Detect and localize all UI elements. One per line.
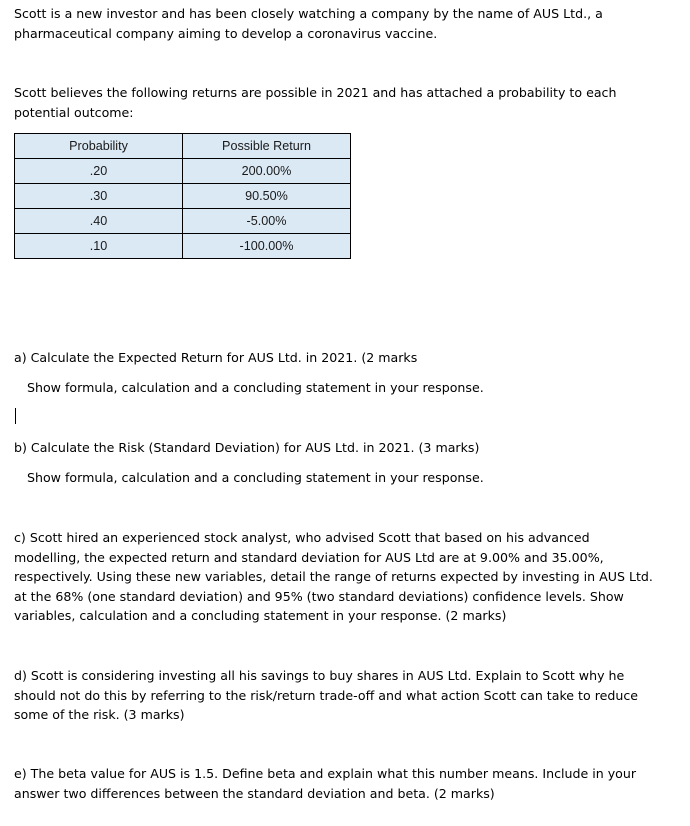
- probability-cell: .40: [15, 209, 183, 234]
- question-a: a) Calculate the Expected Return for AUS Ltd. in 2021. (2 marks: [14, 350, 418, 365]
- question-c: c) Scott hired an experienced stock analyst, who advised Scott that based on his advanced modelling, the expected return and standard deviation for AUS Ltd are at 9.00% and 35.00%, respectively. Using these new variables, detail the range of returns expected by investing in AUS Ltd. at the 68% (one standard deviation) and 95% (two standard deviations) confidence levels. Show variables, calculation and a concluding statement in your response. (2 marks): [14, 530, 653, 623]
- table-row: [15, 184, 351, 209]
- belief-paragraph: Scott believes the following returns are possible in 2021 and has attached a probability to each potential outcome:: [14, 85, 617, 120]
- question-a-instruction: Show formula, calculation and a concluding statement in your response.: [27, 380, 484, 395]
- text-cursor[interactable]: [15, 408, 16, 424]
- table-row: [15, 209, 351, 234]
- return-cell: 90.50%: [183, 184, 351, 209]
- question-d: d) Scott is considering investing all his savings to buy shares in AUS Ltd. Explain to Scott why he should not do this by referring to the risk/return trade-off and what action Scott can take to reduce some of the risk. (3 marks): [14, 668, 638, 722]
- header-possible-return: Possible Return: [183, 134, 351, 159]
- question-b-instruction: Show formula, calculation and a concluding statement in your response.: [27, 470, 484, 485]
- return-cell: 200.00%: [183, 159, 351, 184]
- intro-paragraph: Scott is a new investor and has been closely watching a company by the name of AUS Ltd., a pharmaceutical company aiming to develop a coronavirus vaccine.: [14, 6, 603, 41]
- probability-cell: .20: [15, 159, 183, 184]
- question-b: b) Calculate the Risk (Standard Deviation) for AUS Ltd. in 2021. (3 marks): [14, 440, 480, 455]
- question-e: e) The beta value for AUS is 1.5. Define beta and explain what this number means. Include in your answer two differences between the standard deviation and beta. (2 marks): [14, 766, 637, 801]
- header-probability: Probability: [15, 134, 183, 159]
- probability-cell: .30: [15, 184, 183, 209]
- table-row: [15, 159, 351, 184]
- table-row: [15, 234, 351, 259]
- table-header-row: [15, 134, 351, 159]
- return-cell: -5.00%: [183, 209, 351, 234]
- probability-cell: .10: [15, 234, 183, 259]
- returns-table: [14, 133, 351, 259]
- return-cell: -100.00%: [183, 234, 351, 259]
